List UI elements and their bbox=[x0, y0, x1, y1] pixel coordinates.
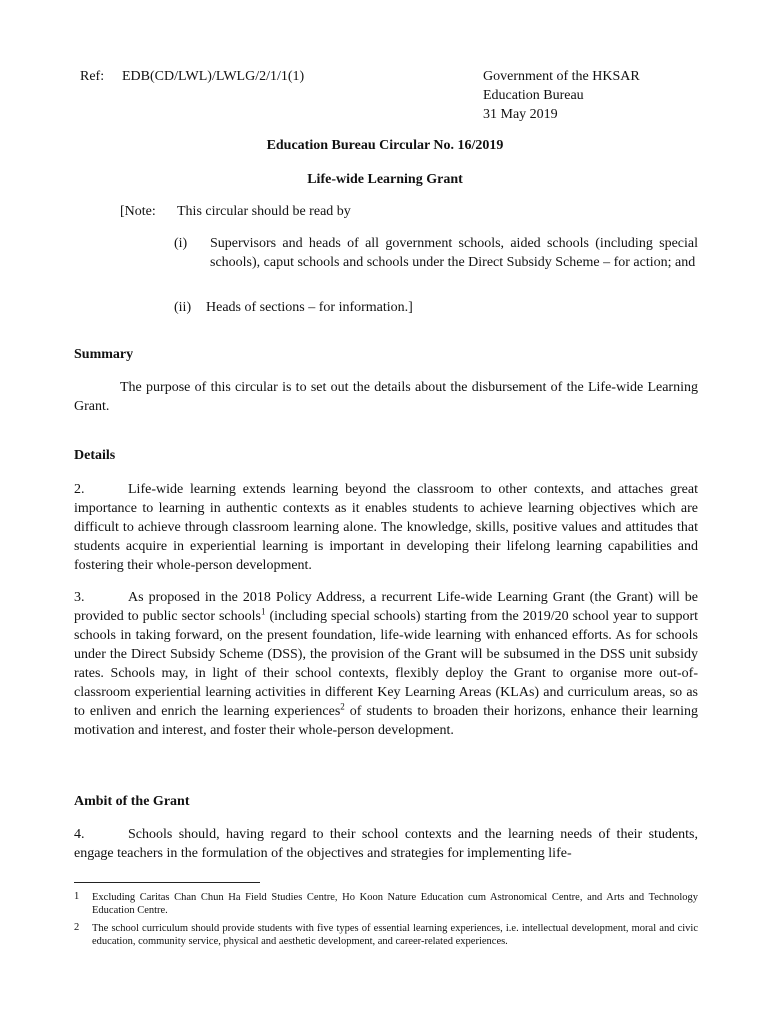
paragraph-3-number: 3. bbox=[74, 590, 85, 605]
footnote-2-text: The school curriculum should provide students with five types of essential learning experiences, i.e. intellectual development, moral and civic education, community service, physical and aesthetic development, and career-related experiences. bbox=[92, 923, 698, 947]
footnote-1-text: Excluding Caritas Chan Chun Ha Field Studies Centre, Ho Koon Nature Education cum Astronomical Centre, and Arts and Technology Education Centre. bbox=[92, 892, 698, 916]
footnote-ref-2[interactable]: 2 bbox=[340, 701, 345, 712]
paragraph-2-text: Life-wide learning extends learning beyond the classroom to other contexts, and attaches great importance to learning in authentic contexts as it enables students to achieve learning objectives which are difficult to achieve through classroom learning alone. The knowledge, skills, positive values and attitudes that students acquire in experiential learning is important in developing their lifelong learning capabilities and fostering their whole-person development. bbox=[74, 482, 698, 573]
circular-date: 31 May 2019 bbox=[483, 107, 558, 122]
circular-subtitle: Life-wide Learning Grant bbox=[307, 172, 463, 187]
details-heading: Details bbox=[74, 448, 116, 463]
note-label: [Note: bbox=[120, 204, 156, 219]
paragraph-3-text-a: As proposed in the 2018 Policy Address, a recurrent Life-wide Learning Grant (the Grant) will be provided to public sector schools bbox=[74, 590, 698, 624]
paragraph-3-text-b: (including special schools) starting from the 2019/20 school year to support schools in taking forward, on the present foundation, life-wide learning with enhanced efforts. As for schools under the Direct Subsidy Scheme (DSS), the provision of the Grant will be subsumed in the DSS unit subsidy rates. Schools may, in light of their school contexts, flexibly deploy the Grant to organise more out-of-classroom experiential learning activities in different Key Learning Areas (KLAs) and curriculum areas, so as to enliven and enrich the learning experiences bbox=[74, 609, 699, 719]
note-item1-text: Supervisors and heads of all government schools, aided schools (including special schools), caput schools and schools under the Direct Subsidy Scheme – for action; and bbox=[210, 236, 698, 270]
ref-code: EDB(CD/LWL)/LWLG/2/1/1(1) bbox=[122, 69, 305, 84]
paragraph-4-text: Schools should, having regard to their school contexts and the learning needs of their students, engage teachers in the formulation of the objectives and strategies for implementing life- bbox=[74, 827, 698, 861]
footnote-2-mark: 2 bbox=[74, 922, 80, 933]
paragraph-4 bbox=[74, 825, 698, 863]
summary-heading: Summary bbox=[74, 347, 134, 362]
paragraph-4-number: 4. bbox=[74, 827, 85, 842]
issuer-government: Government of the HKSAR bbox=[483, 69, 640, 84]
summary-text: The purpose of this circular is to set out the details about the disbursement of the Life-wide Learning Grant. bbox=[74, 380, 698, 414]
issuer-block bbox=[483, 67, 640, 124]
note-item2-marker: (ii) bbox=[174, 300, 192, 315]
ref-label: Ref: bbox=[80, 69, 105, 84]
issuer-bureau: Education Bureau bbox=[483, 88, 584, 103]
ambit-heading: Ambit of the Grant bbox=[74, 794, 190, 809]
paragraph-3-text-c: of students to broaden their horizons, enhance their learning motivation and interest, and foster their whole-person development. bbox=[74, 704, 699, 738]
circular-title: Education Bureau Circular No. 16/2019 bbox=[266, 138, 504, 153]
paragraph-3 bbox=[74, 588, 698, 740]
footnote-divider bbox=[74, 882, 260, 883]
note-item2-text: Heads of sections – for information.] bbox=[206, 300, 413, 315]
note-intro: This circular should be read by bbox=[177, 204, 351, 219]
paragraph-2 bbox=[74, 480, 698, 575]
paragraph-2-number: 2. bbox=[74, 482, 85, 497]
note-item1-marker: (i) bbox=[174, 236, 188, 251]
footnote-1-mark: 1 bbox=[74, 891, 80, 902]
footnote-ref-1[interactable]: 1 bbox=[260, 606, 266, 617]
